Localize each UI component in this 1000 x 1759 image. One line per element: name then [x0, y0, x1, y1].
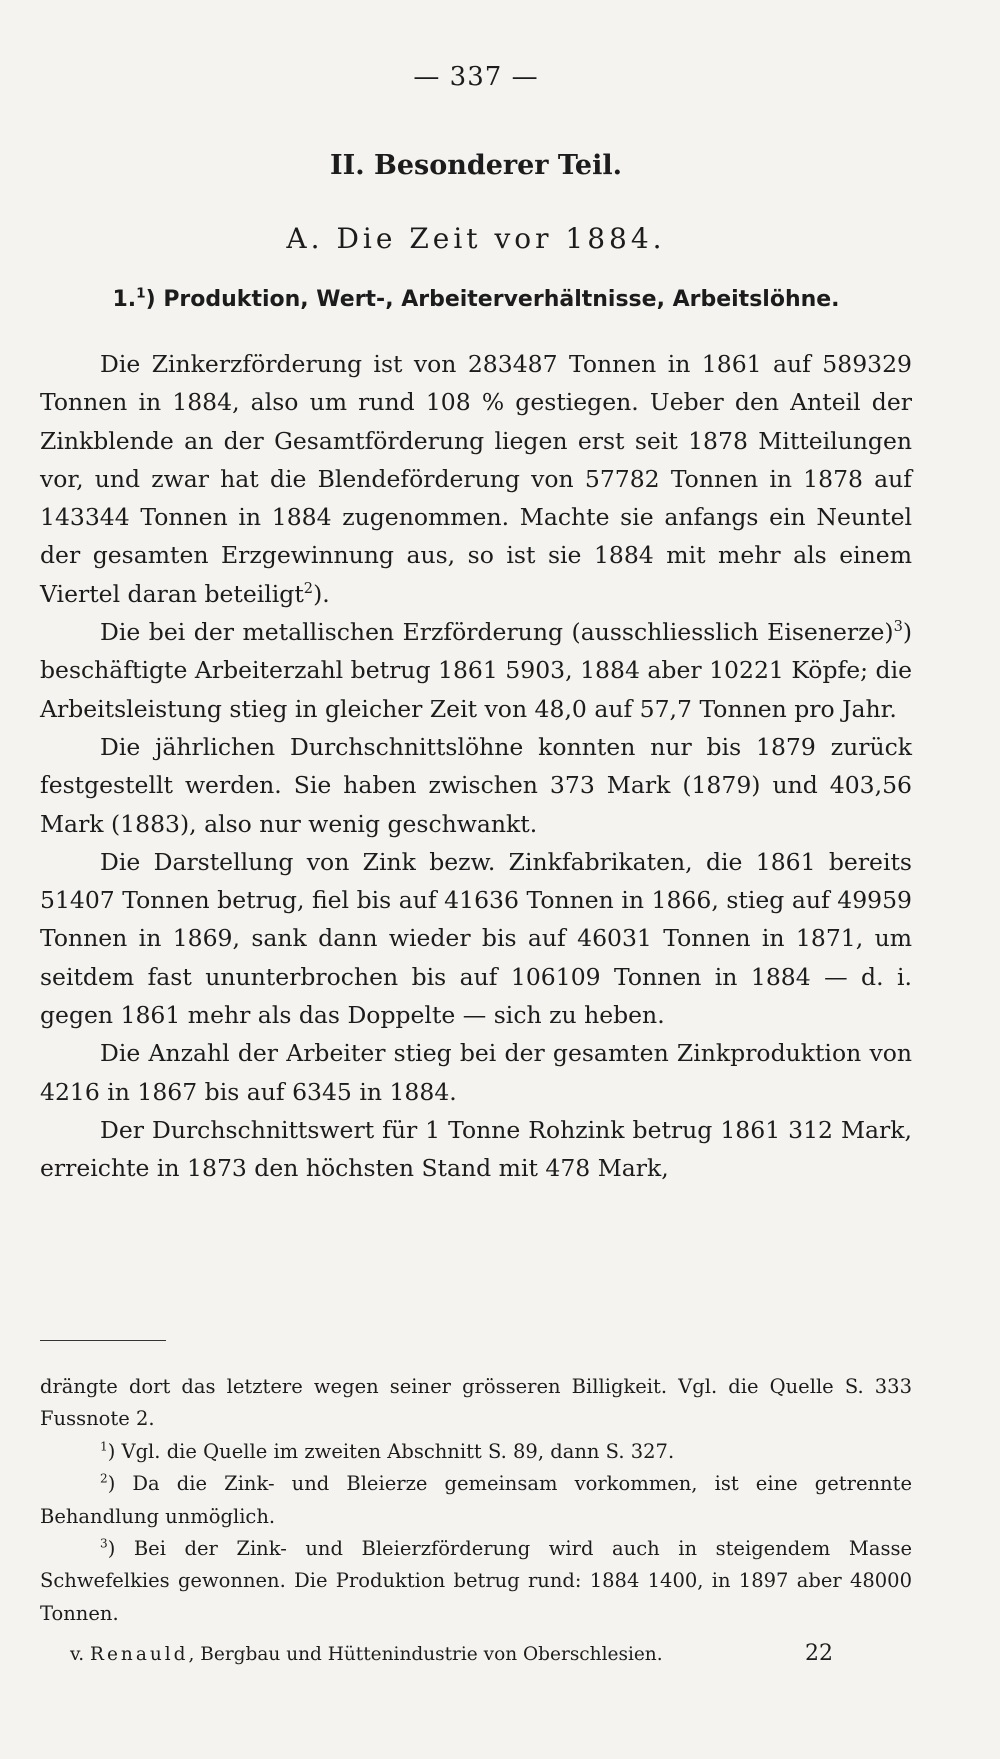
paragraph-workers — [40, 613, 912, 728]
subsection-number: 1. — [112, 287, 137, 312]
paragraph-text: Die bei der metallischen Erzförderung (ausschliesslich Eisenerze) — [100, 618, 894, 647]
section-title: A. Die Zeit vor 1884. — [286, 222, 666, 255]
paragraph-text: Die Zinkerzförderung ist von 283487 Tonnen in 1861 auf 589329 Tonnen in 1884, also um rund 108 % gestiegen. Ueber den Anteil der Zinkblende an der Gesamtförderung liegen erst seit 1878 Mitteilungen vor, und zwar hat die Blendeförderung von 57782 Tonnen in 1878 auf 143344 Tonnen in 1884 zugenommen. Machte sie anfangs ein Neuntel der gesamten Erzgewinnung aus, so ist sie 1884 mit mehr als einem Viertel daran beteiligt — [40, 350, 912, 608]
footnote-mark: 1 — [100, 1439, 108, 1454]
paragraph-zinc-production: Die Darstellung von Zink bezw. Zinkfabrikaten, die 1861 bereits 51407 Tonnen betrug, fiel bis auf 41636 Tonnen in 1866, stieg auf 49959 Tonnen in 1869, sank dann wieder bis auf 46031 Tonnen in 1871, um seitdem fast ununterbrochen bis auf 106109 Tonnen in 1884 — d. i. gegen 1861 mehr als das Doppelte — sich zu heben. — [40, 847, 912, 1030]
footnote-mark: 2 — [100, 1471, 108, 1486]
paragraph-zinc-workers: Die Anzahl der Arbeiter stieg bei der gesamten Zinkproduktion von 4216 in 1867 bis auf 6345 in 1884. — [40, 1039, 912, 1106]
footnotes — [40, 1371, 912, 1630]
footnote-ref-paren: ) — [145, 287, 164, 312]
body-text — [40, 345, 912, 1188]
subsection-heading — [40, 287, 912, 312]
paragraph-text-end: ). — [313, 579, 330, 608]
footnote-text: ) Da die Zink- und Bleierze gemeinsam vorkommen, ist eine getrennte Behandlung unmöglich. — [40, 1472, 912, 1528]
footer-citation — [70, 1644, 663, 1665]
footer-author: Renauld — [90, 1644, 189, 1665]
paragraph-wages: Die jährlichen Durchschnittslöhne konnten nur bis 1879 zurück festgestellt werden. Sie haben zwischen 373 Mark (1879) und 403,56 Mark (1883), also nur wenig geschwankt. — [40, 732, 912, 838]
footnote-2 — [40, 1468, 912, 1533]
footnote-divider — [40, 1340, 166, 1341]
paragraph-zinc-value: Der Durchschnittswert für 1 Tonne Rohzink betrug 1861 312 Mark, erreichte in 1873 den höchsten Stand mit 478 Mark, — [40, 1115, 912, 1183]
footnote-text: ) Vgl. die Quelle im zweiten Abschnitt S. 89, dann S. 327. — [107, 1439, 675, 1463]
footnote-ref-2: 2 — [303, 579, 314, 597]
page-number: — 337 — — [413, 62, 539, 92]
signature-mark: 22 — [805, 1641, 833, 1666]
part-title: II. Besonderer Teil. — [329, 150, 623, 181]
footnote-continuation: drängte dort das letztere wegen seiner grösseren Billigkeit. Vgl. die Quelle S. 333 Fussnote 2. — [40, 1375, 912, 1431]
footnote-ref-3: 3 — [893, 618, 903, 636]
footnote-text: ) Bei der Zink- und Bleierzförderung wird auch in steigendem Masse Schwefelkies gewonnen. Die Produktion betrug rund: 1884 1400, in 1897 aber 48000 Tonnen. — [40, 1537, 912, 1625]
footnote-3 — [40, 1533, 912, 1630]
footnote-ref-1: 1 — [136, 285, 146, 302]
footer-prefix: v. — [70, 1644, 85, 1665]
document-page — [40, 0, 912, 1759]
footer-title: , Bergbau und Hüttenindustrie von Oberschlesien. — [188, 1644, 663, 1665]
footnote-mark: 3 — [100, 1536, 108, 1551]
paragraph-zinc-ore-output — [40, 345, 912, 613]
subsection-title: Produktion, Wert-, Arbeiterverhältnisse, Arbeitslöhne. — [163, 287, 840, 312]
footnote-1 — [40, 1436, 912, 1468]
paragraph-text-end: ) beschäftigte Arbeiterzahl betrug 1861 5903, 1884 aber 10221 Köpfe; die Arbeitsleistung stieg in gleicher Zeit von 48,0 auf 57,7 Tonnen pro Jahr. — [40, 618, 912, 723]
